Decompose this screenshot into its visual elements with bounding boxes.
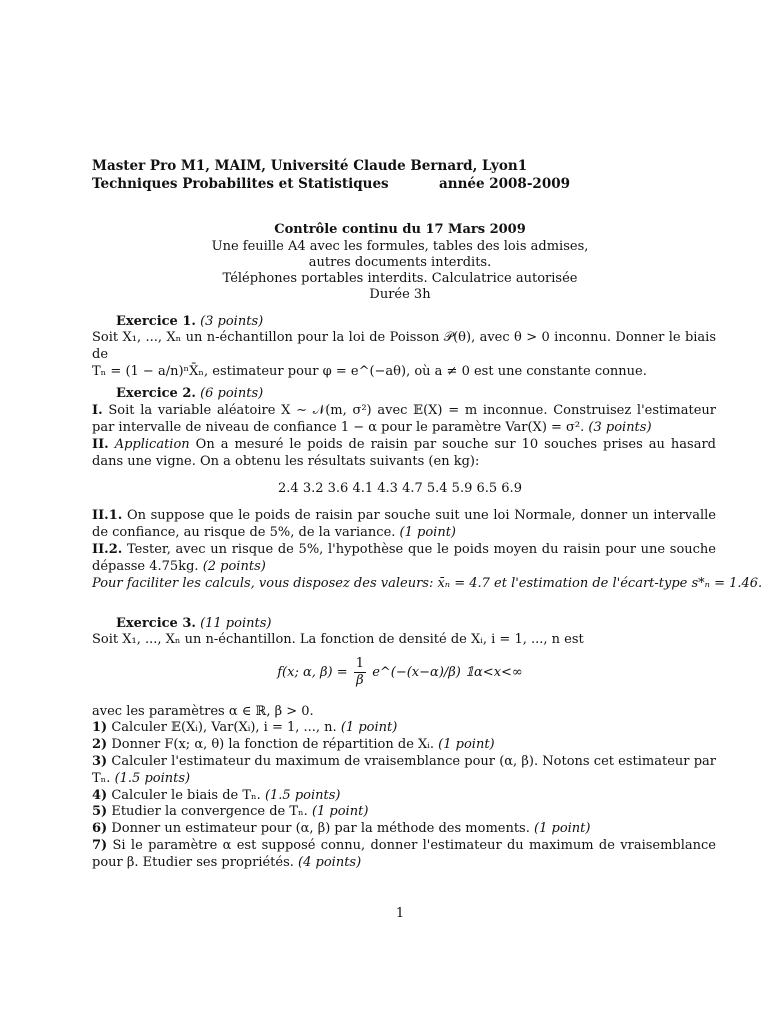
q7-label: 7): [92, 838, 108, 853]
q5-label: 5): [92, 804, 108, 819]
ex3-q7: [92, 837, 716, 871]
ex3-density-formula: [0, 656, 768, 689]
ex2-II2-label: II.2.: [92, 542, 123, 557]
ex3-q6: [92, 820, 716, 837]
ex2-II1-points: (1 point): [399, 525, 456, 540]
ex3-points: (11 points): [200, 616, 272, 631]
ex2-II2: [92, 541, 716, 575]
ex2-heading: [116, 385, 263, 402]
ex1-heading: [116, 313, 263, 330]
ex2-hint: Pour faciliter les calculs, vous disposez des valeurs: x̄ₙ = 4.7 et l'estimation de l'écart-type s*ₙ = 1.46.: [92, 576, 763, 591]
q4-points: (1.5 points): [264, 788, 341, 803]
q3-label: 3): [92, 754, 108, 769]
ex1-text-a: Soit X₁, ..., Xₙ un n-échantillon pour la loi de Poisson 𝒫(θ), avec θ > 0 inconnu. Donner le biais de: [92, 330, 716, 362]
q5-points: (1 point): [311, 804, 369, 819]
exam-info-line-2: autres documents interdits.: [308, 255, 492, 270]
formula-denominator: β: [356, 673, 364, 688]
q4-label: 4): [92, 788, 108, 803]
ex2-title: Exercice 2.: [116, 386, 196, 401]
ex2-II1-label: II.1.: [92, 508, 123, 523]
exam-duration: Durée 3h: [369, 287, 431, 302]
ex2-I-points: (3 points): [588, 420, 652, 435]
ex3-heading: [116, 615, 271, 632]
exam-title: Contrôle continu du 17 Mars 2009: [274, 222, 526, 237]
ex2-II-label: II.: [92, 437, 109, 452]
ex2-part-II: [92, 436, 716, 470]
ex2-points: (6 points): [200, 386, 264, 401]
ex3-intro: Soit X₁, ..., Xₙ un n-échantillon. La fonction de densité de Xᵢ, i = 1, ..., n est: [92, 632, 584, 647]
ex3-title: Exercice 3.: [116, 616, 196, 631]
formula-lhs: f(x; α, β) =: [277, 665, 348, 680]
ex2-I-text: Soit la variable aléatoire X ∼ 𝒩(m, σ²) avec 𝔼(X) = m inconnue. Construisez l'estimateur par intervalle de niveau de confiance 1 − α pour le paramètre Var(X) = σ².: [92, 403, 716, 435]
header-year: année 2008-2009: [439, 176, 571, 192]
ex3-params: avec les paramètres α ∈ ℝ, β > 0.: [92, 704, 314, 719]
q7-points: (4 points): [298, 855, 362, 870]
page-number: 1: [395, 906, 405, 921]
ex2-II-app: Application: [114, 437, 190, 452]
q7-text: Si le paramètre α est supposé connu, donner l'estimateur du maximum de vraisemblance pour β. Etudier ses propriétés.: [92, 838, 716, 870]
ex3-q1: [92, 719, 716, 736]
ex3-q4: [92, 787, 716, 804]
q3-points: (1.5 points): [114, 771, 191, 786]
q5-text: Etudier la convergence de Tₙ.: [111, 804, 308, 819]
q1-points: (1 point): [340, 720, 398, 735]
q6-text: Donner un estimateur pour (α, β) par la méthode des moments.: [111, 821, 530, 836]
formula-rhs: e^(−(x−α)/β) 𝟙α<x<∞: [372, 665, 523, 680]
q3-text: Calculer l'estimateur du maximum de vraisemblance pour (α, β). Notons cet estimateur par Tₙ.: [92, 754, 716, 786]
ex2-II-text: On a mesuré le poids de raisin par souche sur 10 souches prises au hasard dans une vigne. On a obtenu les résultats suivants (en kg):: [92, 437, 716, 469]
q2-text: Donner F(x; α, θ) la fonction de répartition de Xᵢ.: [111, 737, 435, 752]
ex1-text-b: Tₙ = (1 − a/n)ⁿX̄ₙ, estimateur pour φ = e^(−aθ), où a ≠ 0 est une constante connue.: [92, 364, 647, 379]
ex1-text: [92, 329, 716, 380]
q2-label: 2): [92, 737, 108, 752]
q1-text: Calculer 𝔼(Xᵢ), Var(Xᵢ), i = 1, ..., n.: [111, 720, 337, 735]
header-line-1: Master Pro M1, MAIM, Université Claude Bernard, Lyon1: [92, 158, 528, 174]
formula-numerator: 1: [355, 656, 365, 671]
ex2-I-label: I.: [92, 403, 103, 418]
ex2-part-I: [92, 402, 716, 436]
ex1-points: (3 points): [200, 314, 264, 329]
ex3-q5: [92, 803, 716, 820]
exam-info-line-1: Une feuille A4 avec les formules, tables des lois admises,: [211, 239, 589, 254]
ex2-II1-text: On suppose que le poids de raisin par souche suit une loi Normale, donner un intervalle de confiance, au risque de 5%, de la variance.: [92, 508, 716, 540]
header-line-2: Techniques Probabilites et Statistiques: [92, 176, 389, 192]
ex2-II2-text: Tester, avec un risque de 5%, l'hypothèse que le poids moyen du raisin pour une souche dépasse 4.75kg.: [92, 542, 716, 574]
ex2-II2-points: (2 points): [202, 559, 266, 574]
q6-points: (1 point): [534, 821, 591, 836]
ex1-title: Exercice 1.: [116, 314, 196, 329]
ex2-data-line: 2.4 3.2 3.6 4.1 4.3 4.7 5.4 5.9 6.5 6.9: [278, 481, 522, 496]
ex3-q3: [92, 753, 716, 787]
q1-label: 1): [92, 720, 108, 735]
formula-fraction: [354, 656, 366, 689]
q6-label: 6): [92, 821, 108, 836]
q2-points: (1 point): [438, 737, 495, 752]
ex3-q2: [92, 736, 716, 753]
q4-text: Calculer le biais de Tₙ.: [111, 788, 261, 803]
ex2-II1: [92, 507, 716, 541]
exam-info-line-3: Téléphones portables interdits. Calculatrice autorisée: [222, 271, 578, 286]
